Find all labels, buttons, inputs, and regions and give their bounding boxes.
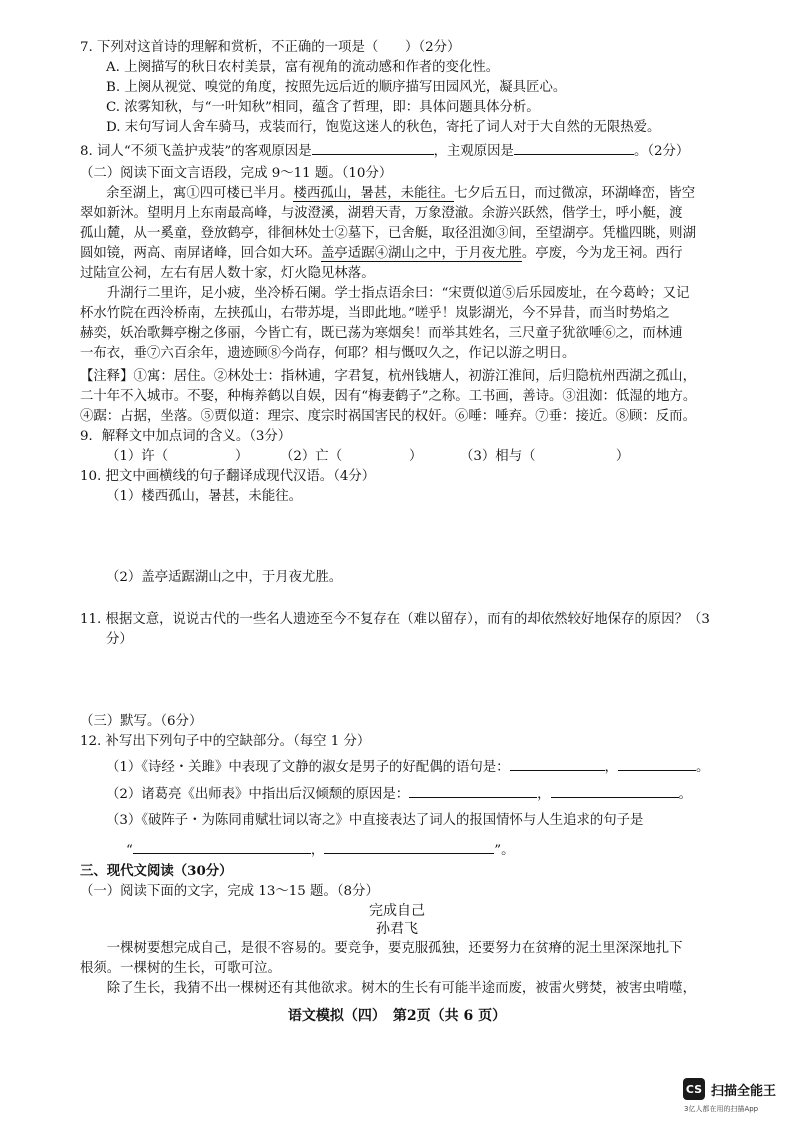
comma: ， [310, 843, 325, 858]
q10-stem: 10. 把文中画横线的句子翻译成现代汉语。（4分） [80, 469, 376, 484]
notes-line-2: 二十年不入城市。不娶，种梅养鹤以自娱，因有“梅妻鹤子”之称。工书画，善诗。③沮洳：低湿的地方。 [80, 389, 697, 404]
passage-line-7: 杯水竹院在西泠桥南，左挟孤山，右带苏堤，当即此地。”嗟乎！岚影湖光，今不异昔，而当时势焰之 [80, 306, 670, 321]
q12-item-2-text: （2）诸葛亮《出师表》中指出后汉倾颓的原因是： [106, 787, 410, 802]
article-line-1: 一棵树要想完成自己，是很不容易的。要竞争，要克服孤独，还要努力在贫瘠的泥土里深深地扎下 [80, 941, 683, 956]
q8-blank-2[interactable] [514, 141, 634, 155]
period: 。 [695, 760, 710, 775]
comma: ， [604, 760, 618, 775]
camscanner-logo-icon: CS [683, 1078, 705, 1100]
q7-option-c: C. 浓雾知秋，与“一叶知秋”相同，蕴含了哲理，即：具体问题具体分析。 [106, 100, 540, 115]
q12-item-1 [106, 757, 709, 777]
q12-3-blank-2[interactable] [324, 840, 494, 854]
period: 。 [678, 787, 692, 802]
passage-text: ①四可楼已半月。 [186, 186, 294, 201]
comma: ， [537, 787, 551, 802]
q11-line-2: 分） [106, 632, 133, 647]
q9-item-1: （1）许（ ） [106, 449, 249, 464]
q12-item-3: （3）《破阵子・为陈同甫赋壮词以寄之》中直接表达了词人的报国情怀与人生追求的句子是 [106, 813, 644, 828]
underlined-sentence-2: 盖亭适踞④湖山之中，于月夜尤胜 [321, 246, 522, 261]
q10-sentence-2: （2）盖亭适踞湖山之中，于月夜尤胜。 [106, 570, 343, 585]
q12-2-blank-1[interactable] [409, 784, 537, 798]
passage-line-3: 孤山麓，从一奚童，登放鹤亭，徘徊林处士②墓下，已舍艇，取径沮洳③间，至望湖亭。凭槛四眺，则湖 [80, 226, 696, 241]
q12-2-blank-2[interactable] [551, 784, 679, 798]
q12-1-blank-2[interactable] [618, 757, 696, 771]
passage-text: 圆如镜，两高、南屏诸峰，回合如大环。 [80, 246, 322, 261]
passage-line-5: 过陆宣公祠，左右有居人数十家，灯火隐见林落。 [80, 266, 375, 281]
part3-sub-header: （一）阅读下面的文字，完成 13～15 题。（8分） [80, 884, 379, 899]
scanner-watermark [683, 1078, 776, 1100]
q9-stem: 9．解释文中加点词的含义。（3分） [80, 429, 292, 444]
q12-1-blank-1[interactable] [510, 757, 605, 771]
q7-option-a: A. 上阕描写的秋日农村美景，富有视角的流动感和作者的变化性。 [106, 60, 500, 75]
passage-text: 七夕后五日，而过微凉，环湖峰峦，皆空 [454, 186, 696, 201]
notes-line-1: 【注释】①寓：居住。②林处士：指林逋，字君复，杭州钱塘人，初游江淮间，后归隐杭州西湖之孤山， [80, 369, 696, 384]
q9-item-2: （2）亡（ ） [280, 449, 423, 464]
page-footer: 语文模拟（四） 第2页（共 6 页） [287, 1008, 507, 1024]
q8 [80, 141, 689, 161]
notes-line-3: ④踞：占据，坐落。⑤贾似道：理宗、度宗时祸国害民的权奸。⑥唾：唾弃。⑦垂：接近。⑧顾：反而。 [80, 409, 696, 424]
sec3-header: （三）默写。（6分） [80, 714, 203, 729]
camscanner-name: 扫描全能王 [711, 1083, 777, 1099]
open-quote: “ [126, 843, 133, 858]
article-line-2: 根须。一棵树的生长，可歌可泣。 [80, 961, 281, 976]
passage-line-4 [80, 244, 683, 263]
q12-3-blank-1[interactable] [133, 840, 311, 854]
passage-line-6: 升湖行二里许，足小疲，坐冷桥石阑。学士指点语余曰：“宋贾似道⑤后乐园废址，在今葛岭；又记 [80, 286, 690, 301]
q11-line-1: 11. 根据文意，说说古代的一些名人遗迹至今不复存在（难以留存），而有的却依然较好地保存的原因？（3 [80, 612, 710, 627]
part3-header: 三、现代文阅读（30分） [80, 863, 233, 879]
passage-text: 余至湖上，寓 [106, 186, 187, 201]
q7-stem: 7. 下列对这首诗的理解和赏析，不正确的一项是（ ）（2分） [80, 40, 461, 55]
q12-item-1-text: （1）《诗经・关雎》中表现了文静的淑女是男子的好配偶的语句是： [106, 760, 510, 775]
q8-part2: ，主观原因是 [433, 144, 514, 159]
close-quote: ”。 [494, 843, 515, 858]
q7-option-b: B. 上阕从视觉、嗅觉的角度，按照先远后近的顺序描写田园风光，凝具匠心。 [106, 80, 567, 95]
passage-text: 。亭废，今为龙王祠。西行 [521, 246, 683, 261]
underlined-sentence-1: 楼西孤山，暑甚，未能往。 [293, 186, 455, 201]
q10-sentence-1: （1）楼西孤山，暑甚，未能往。 [106, 489, 302, 504]
q7-option-d: D. 末句写词人舍车骑马，戎装而行，饱览这迷人的秋色，寄托了词人对于大自然的无限热爱。 [106, 120, 661, 135]
q9-item-3: （3）相与（ ） [460, 449, 630, 464]
passage-line-8: 赫奕，妖冶歌舞亭榭之侈丽，今皆亡有，既已荡为寒烟矣！而举其姓名，三尺童子犹欲唾⑥之，而林逋 [80, 326, 683, 341]
passage-line-2: 翠如新沐。望明月上东南最高峰，与波澄溪，湖碧天青，万象澄澈。余游兴跃然，偕学士，呼小艇，渡 [80, 206, 683, 221]
q12-stem: 12. 补写出下列句子中的空缺部分。（每空 1 分） [80, 734, 371, 749]
q12-item-2 [106, 784, 692, 804]
q12-item-3-answer [126, 840, 515, 860]
passage-line-1 [106, 184, 695, 203]
camscanner-tagline: 3亿人都在用的扫描App [684, 1105, 759, 1113]
q8-part3: 。（2分） [633, 144, 690, 159]
sec2-header: （二）阅读下面文言语段，完成 9～11 题。（10分） [80, 166, 393, 181]
article-title: 完成自己 [369, 903, 425, 919]
article-author: 孙君飞 [376, 921, 418, 937]
passage-line-9: 一布衣，垂⑦六百余年，遗迹顾⑧今尚存，何耶？相与慨叹久之，作记以游之明日。 [80, 346, 576, 361]
article-line-3: 除了生长，我猜不出一棵树还有其他欲求。树木的生长有可能半途而废，被雷火劈焚，被害虫啃噬， [80, 981, 696, 996]
q8-part1: 8. 词人“不须飞盖护戎装”的客观原因是 [80, 144, 312, 159]
q8-blank-1[interactable] [312, 141, 434, 155]
